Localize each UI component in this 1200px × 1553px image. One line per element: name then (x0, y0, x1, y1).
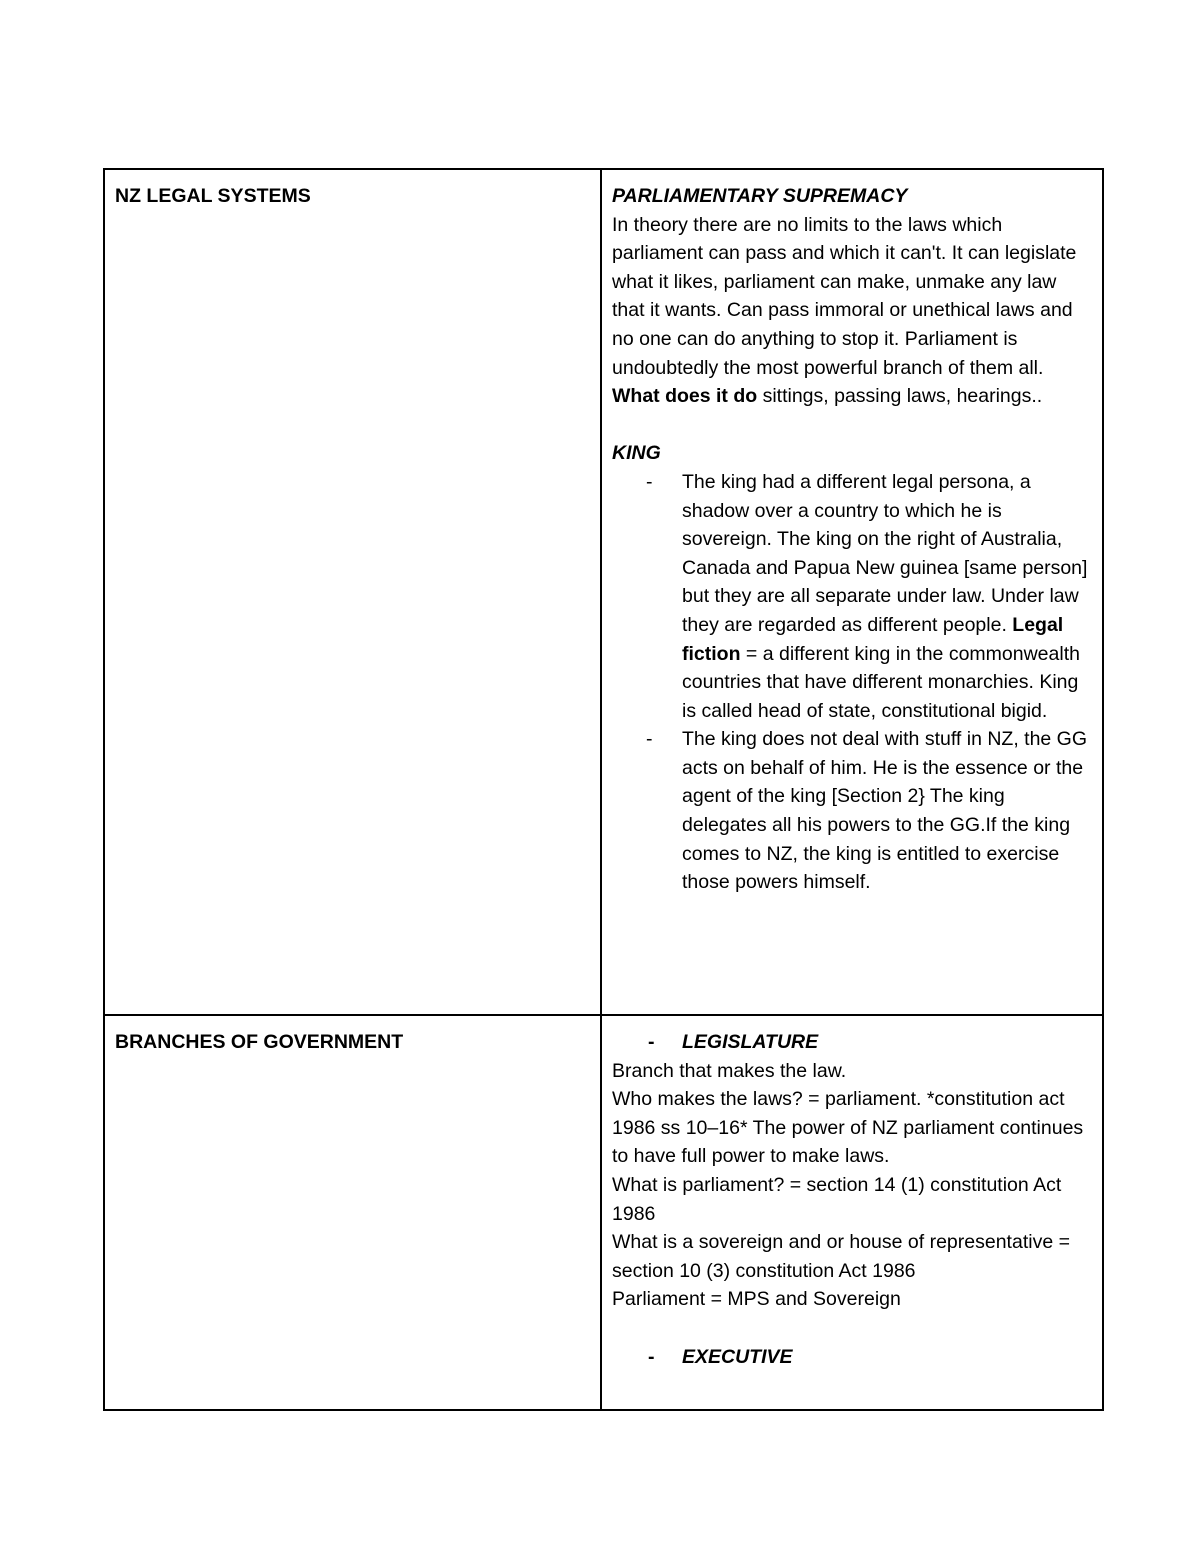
spacer (612, 411, 1092, 440)
row-heading: BRANCHES OF GOVERNMENT (115, 1031, 404, 1053)
heading-text: LEGISLATURE (682, 1031, 819, 1053)
section-heading (612, 1343, 1092, 1372)
section-heading: KING (612, 442, 661, 465)
body-paragraph: In theory there are no limits to the laws which parliament can pass and which it can't. It can legislate what it likes, parliament can make, unmake any law that it wants. Can pass immoral or unethical laws and no one can do anything to stop it. Parliament is undoubtedly the most powerful branch of them all. (612, 213, 1077, 379)
left-cell (104, 1015, 601, 1410)
body-line: What is parliament? = section 14 (1) constitution Act 1986 (612, 1173, 1062, 1225)
body-line: Who makes the laws? = parliament. *constitution act 1986 ss 10–16* The power of NZ parliament continues to have full power to make laws. (612, 1088, 1084, 1168)
inline-text: The king had a different legal persona, a shadow over a country to which he is sovereign. The king on the right of Australia, Canada and Papua New guinea [same person] but they are all separate under law. Under law they are regarded as different people. (682, 470, 1088, 636)
bold-label: What does it do (612, 385, 758, 408)
body-paragraph (612, 382, 1092, 411)
heading-text: EXECUTIVE (682, 1345, 793, 1368)
list-item (612, 725, 1092, 897)
body-line: Branch that makes the law. (612, 1059, 847, 1082)
bullet-list (612, 468, 1092, 897)
table-row (104, 169, 1103, 1015)
body-line: What is a sovereign and or house of representative = section 10 (3) constitution Act 1986 (612, 1231, 1070, 1282)
bold-label: Legal fiction (682, 613, 1064, 665)
body-line: Parliament = MPS and Sovereign (612, 1288, 901, 1311)
inline-text: The king does not deal with stuff in NZ, the GG acts on behalf of him. He is the essence or the agent of the king [Section 2} The king delegates all his powers to the GG.If the king comes to NZ, the king is entitled to exercise those powers himself. (682, 728, 1088, 894)
table-row (104, 1015, 1103, 1410)
section-heading: PARLIAMENTARY SUPREMACY (612, 185, 908, 207)
left-cell (104, 169, 601, 1015)
dash-bullet: - (648, 1345, 655, 1368)
notes-table (103, 168, 1104, 1411)
spacer (612, 1314, 1092, 1343)
list-item (612, 468, 1092, 725)
dash-bullet: - (646, 470, 653, 493)
inline-text: = a different king in the commonwealth countries that have different monarchies. King is called head of state, constitutional bigid. (682, 642, 1080, 722)
dash-bullet: - (648, 1031, 655, 1053)
section-heading (612, 1028, 1092, 1057)
right-cell (601, 1015, 1103, 1410)
dash-bullet: - (646, 728, 653, 751)
inline-text: sittings, passing laws, hearings.. (757, 385, 1043, 408)
right-cell (601, 169, 1103, 1015)
row-heading: NZ LEGAL SYSTEMS (115, 185, 311, 207)
